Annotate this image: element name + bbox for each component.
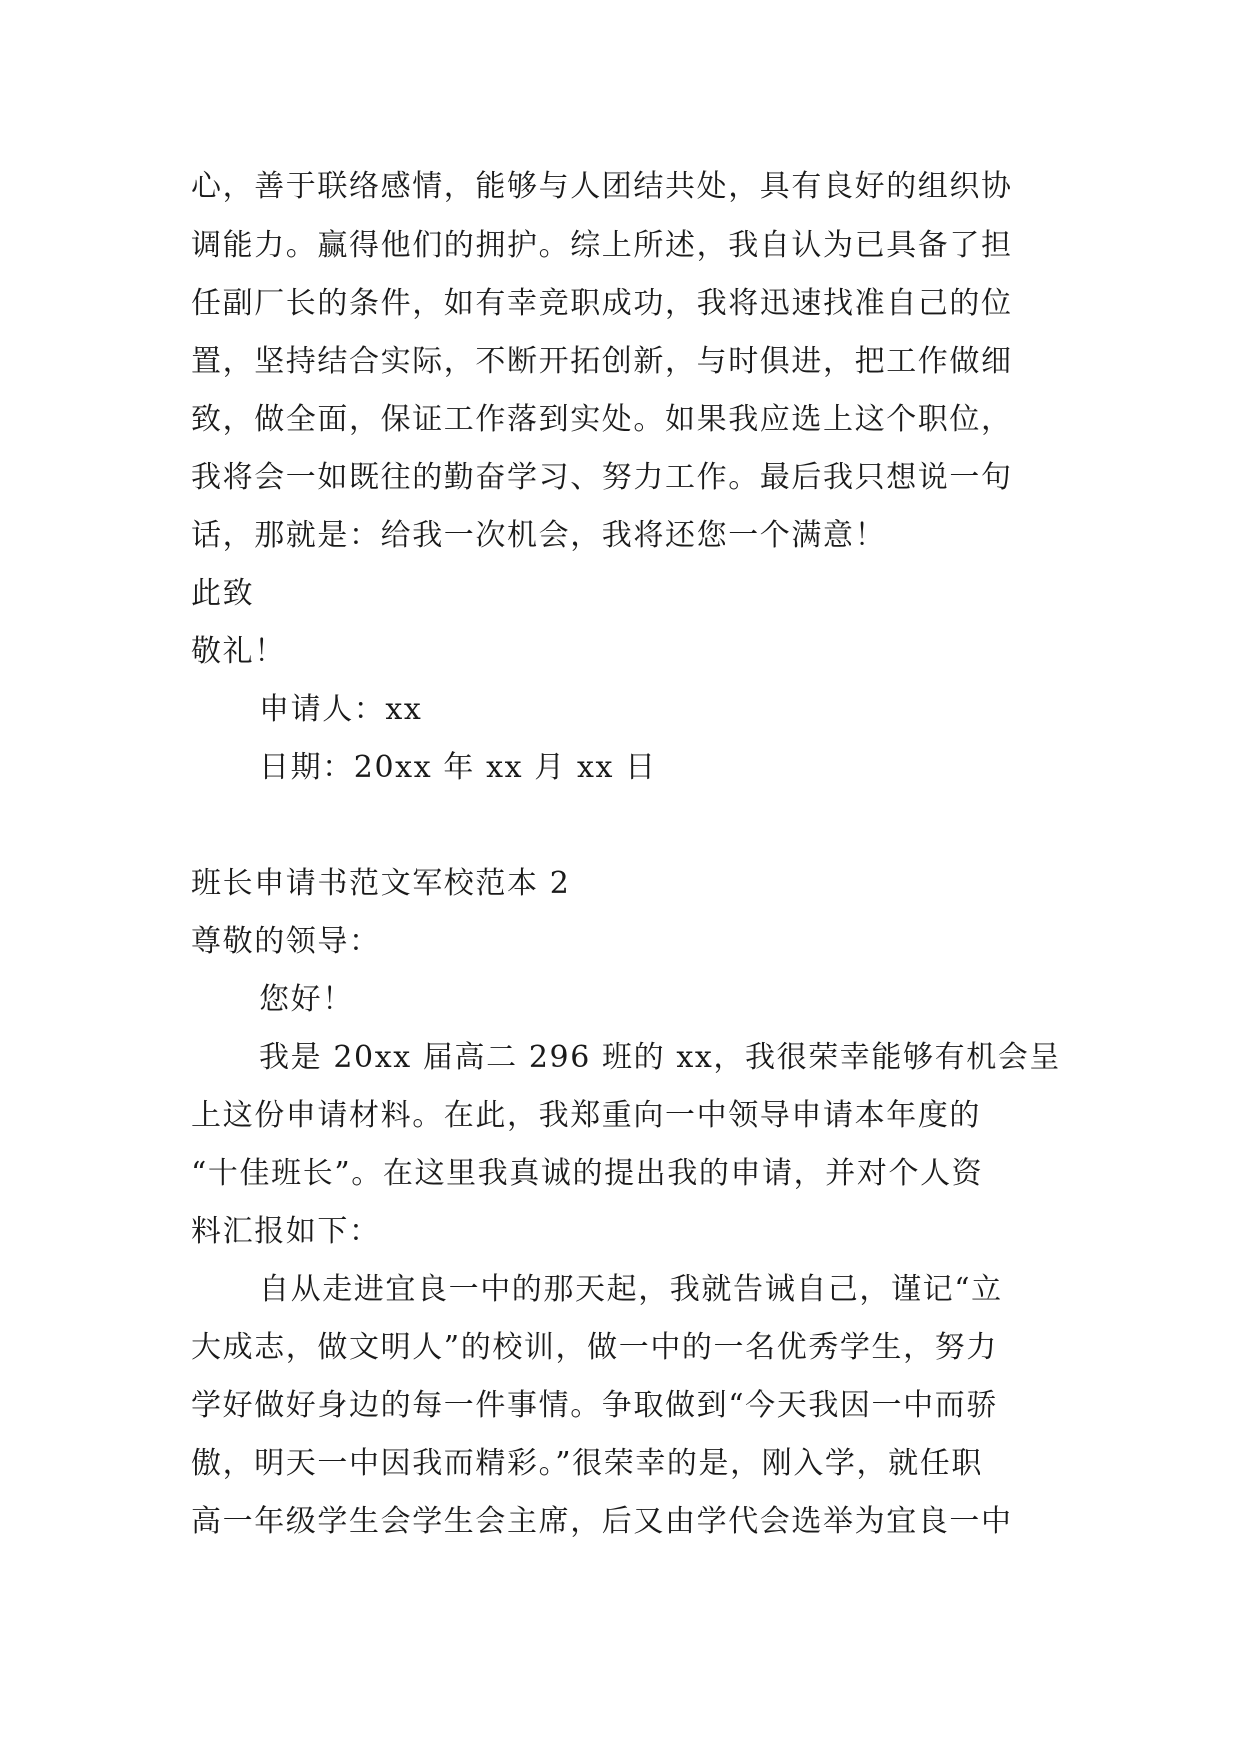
paragraph-line: 上这份申请材料。在此，我郑重向一中领导申请本年度的 [191, 1098, 981, 1133]
salutation: 尊敬的领导： [191, 924, 381, 959]
paragraph-line: 我是 20xx 届高二 296 班的 xx，我很荣幸能够有机会呈 [259, 1040, 1061, 1075]
paragraph-line: 料汇报如下： [191, 1214, 381, 1249]
text-line: 置，坚持结合实际，不断开拓创新，与时俱进，把工作做细 [191, 344, 1013, 379]
text-line: 我将会一如既往的勤奋学习、努力工作。最后我只想说一句 [191, 460, 1013, 495]
paragraph-line: 学好做好身边的每一件事情。争取做到“今天我因一中而骄 [191, 1388, 998, 1423]
section-title: 班长申请书范文军校范本 2 [191, 866, 571, 901]
text-line: 致，做全面，保证工作落到实处。如果我应选上这个职位， [191, 402, 1013, 437]
text-line: 心，善于联络感情，能够与人团结共处，具有良好的组织协 [191, 169, 1013, 204]
date-line: 日期：20xx 年 xx 月 xx 日 [259, 750, 657, 785]
text-line: 话，那就是：给我一次机会，我将还您一个满意！ [191, 518, 887, 553]
paragraph-line: 高一年级学生会学生会主席，后又由学代会选举为宜良一中 [191, 1504, 1013, 1539]
closing-line-2: 敬礼！ [191, 634, 286, 669]
paragraph-line: 自从走进宜良一中的那天起，我就告诫自己，谨记“立 [259, 1272, 1003, 1307]
paragraph-line: “十佳班长”。在这里我真诚的提出我的申请，并对个人资 [191, 1156, 984, 1191]
paragraph-line: 傲，明天一中因我而精彩。”很荣幸的是，刚入学，就任职 [191, 1446, 983, 1481]
greeting: 您好！ [259, 982, 354, 1017]
applicant-line: 申请人：xx [259, 692, 423, 727]
text-line: 任副厂长的条件，如有幸竞职成功，我将迅速找准自己的位 [191, 286, 1013, 321]
closing-line-1: 此致 [191, 576, 255, 611]
text-line: 调能力。赢得他们的拥护。综上所述，我自认为已具备了担 [191, 228, 1013, 263]
paragraph-line: 大成志，做文明人”的校训，做一中的一名优秀学生，努力 [191, 1330, 998, 1365]
